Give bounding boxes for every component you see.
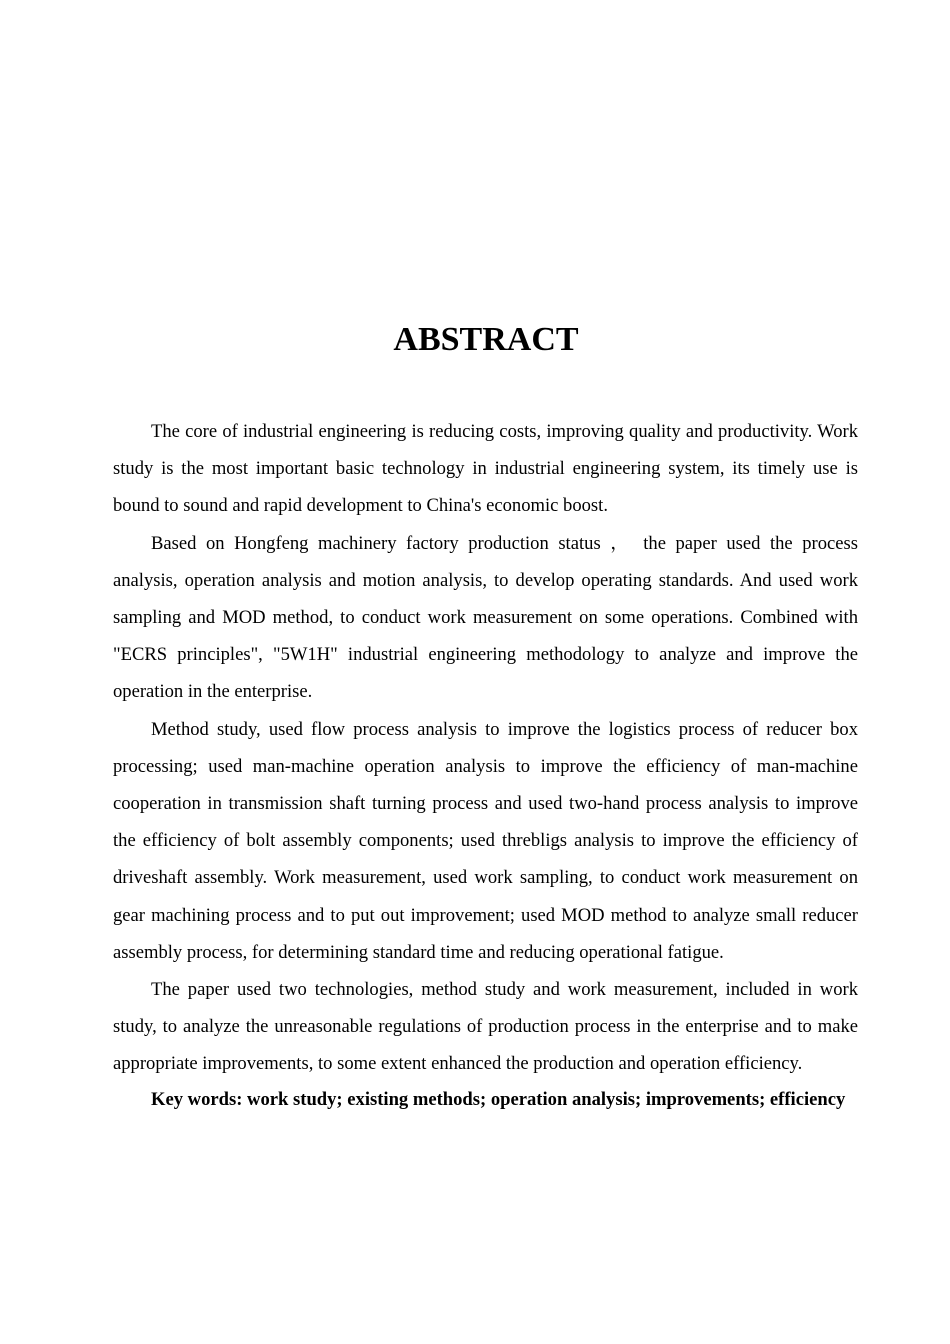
abstract-title: ABSTRACT bbox=[393, 321, 579, 358]
abstract-paragraph-4: The paper used two technologies, method study and work measurement, included in work study, to analyze the unreasonable regulations of production process in the enterprise and to make appropriate improvements, to some extent enhanced the production and operation efficiency. bbox=[113, 979, 858, 1075]
abstract-paragraph-1: The core of industrial engineering is reducing costs, improving quality and productivity. Work study is the most important basic technology in industrial engineering system, its timely use is bound to sound and rapid development to China's economic boost. bbox=[113, 421, 858, 517]
abstract-paragraph-3: Method study, used flow process analysis to improve the logistics process of reducer box processing; used man-machine operation analysis to improve the efficiency of man-machine cooperation in transmission shaft turning process and used two-hand process analysis to improve the efficiency of bolt assembly components; used threbligs analysis to improve the efficiency of driveshaft assembly. Work measurement, used work sampling, to conduct work measurement on gear machining process and to put out improvement; used MOD method to analyze small reducer assembly process, for determining standard time and reducing operational fatigue. bbox=[113, 718, 858, 963]
keywords-line: Key words: work study; existing methods; operation analysis; improvements; efficiency bbox=[151, 1088, 846, 1110]
abstract-body bbox=[113, 413, 858, 1117]
abstract-paragraph-2: Based on Hongfeng machinery factory production status ， the paper used the process analysis, operation analysis and motion analysis, to develop operating standards. And used work sampling and MOD method, to conduct work measurement on some operations. Combined with "ECRS principles", "5W1H" industrial engineering methodology to analyze and improve the operation in the enterprise. bbox=[113, 532, 858, 703]
